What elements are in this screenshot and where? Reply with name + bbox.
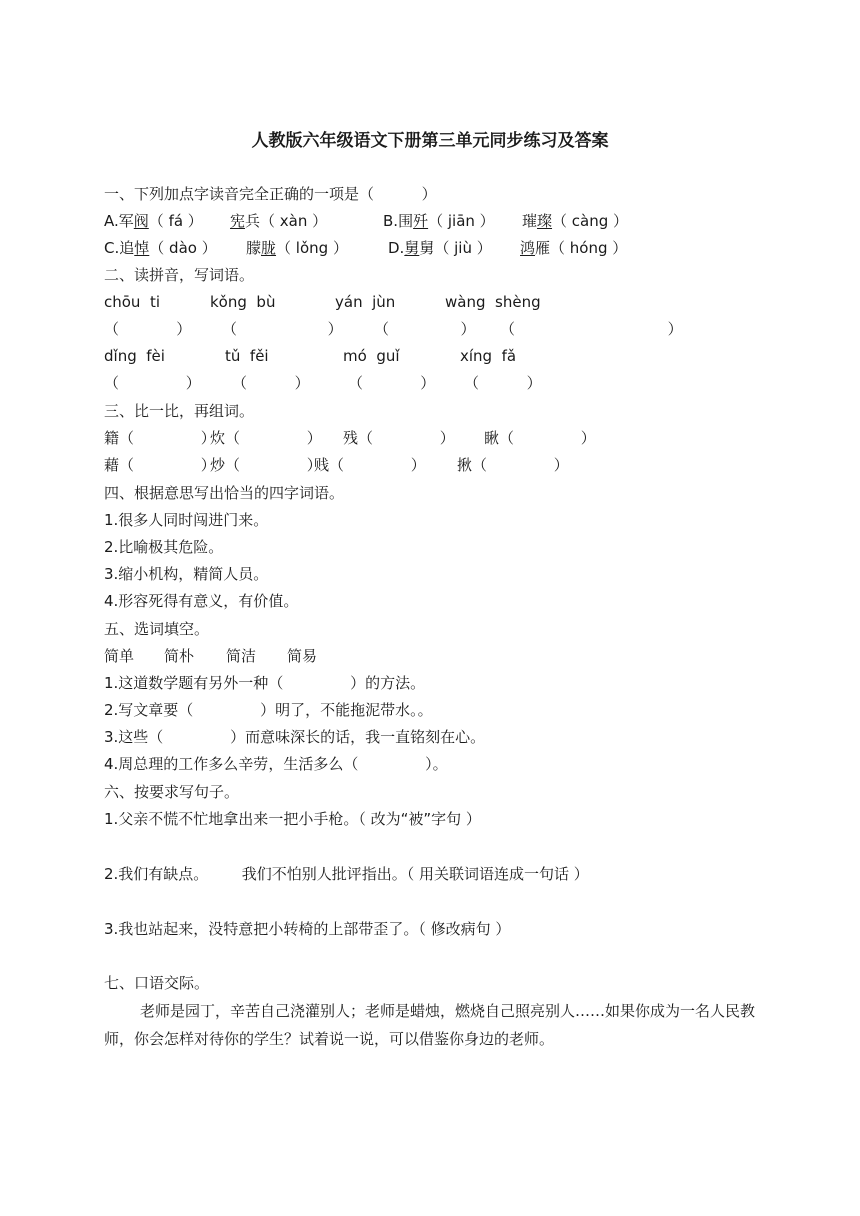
q4-item-3: 3.缩小机构，精简人员。 bbox=[104, 565, 269, 583]
q3-item-1[interactable]: 籍（ ） bbox=[104, 429, 216, 447]
q1-c2-dotted: 胧 bbox=[261, 239, 277, 257]
q3-item-2[interactable]: 炊（ ） bbox=[210, 429, 322, 447]
q2-pinyin-2: kǒng bù bbox=[210, 293, 276, 311]
q5-item-1[interactable]: 1.这道数学题有另外一种（ ）的方法。 bbox=[104, 674, 426, 692]
q1-b1-pinyin: （ jiān ） bbox=[428, 212, 495, 230]
q1-c1-pre: 追 bbox=[119, 239, 135, 257]
q1-option-b-1 bbox=[383, 211, 495, 231]
q7-paragraph: 老师是园丁，辛苦自己浇灌别人；老师是蜡烛，燃烧自己照亮别人……如果你成为一名人民教师，你会怎样对待你的学生？试着说一说，可以借鉴你身边的老师。 bbox=[104, 1002, 756, 1048]
q1-c1-dotted: 悼 bbox=[134, 239, 150, 257]
q1-c2-pinyin: （ lǒng ） bbox=[276, 239, 348, 257]
q5-item-4[interactable]: 4.周总理的工作多么辛劳，生活多么（ ）。 bbox=[104, 755, 448, 773]
q1-b1-dotted: 歼 bbox=[413, 212, 429, 230]
q1-option-a-1 bbox=[104, 211, 203, 231]
q1-option-d-2 bbox=[520, 238, 627, 258]
q2-pinyin-3: yán jùn bbox=[335, 293, 396, 311]
q1-option-b-2 bbox=[522, 211, 628, 231]
q1-option-a-2 bbox=[230, 211, 327, 231]
q1-b2-dotted: 璨 bbox=[537, 212, 553, 230]
q2-blank-8[interactable]: （ ） bbox=[464, 374, 542, 392]
q2-pinyin-6: tǔ fěi bbox=[225, 347, 269, 365]
q1-d-label: D. bbox=[388, 239, 405, 257]
q6-heading: 六、按要求写句子。 bbox=[104, 783, 240, 801]
q2-pinyin-5: dǐng fèi bbox=[104, 347, 165, 365]
q2-pinyin-7: mó guǐ bbox=[343, 347, 400, 365]
q1-a1-dotted: 阀 bbox=[133, 212, 149, 230]
q1-c-label: C. bbox=[104, 239, 120, 257]
q5-heading: 五、选词填空。 bbox=[104, 620, 210, 638]
q5-option-1: 简单 bbox=[104, 647, 135, 665]
q2-blank-6[interactable]: （ ） bbox=[232, 374, 310, 392]
q1-d2-dotted: 鸿 bbox=[520, 239, 536, 257]
q3-item-4[interactable]: 瞅（ ） bbox=[484, 429, 596, 447]
q1-b1-pre: 围 bbox=[398, 212, 414, 230]
q1-c2-pre: 朦 bbox=[246, 239, 262, 257]
q5-option-3: 简洁 bbox=[226, 647, 257, 665]
q1-b-label: B. bbox=[383, 212, 399, 230]
q1-a2-post: 兵（ xàn ） bbox=[245, 212, 328, 230]
q6-item-2: 2.我们有缺点。 我们不怕别人批评指出。（ 用关联词语连成一句话 ） bbox=[104, 865, 589, 883]
q3-item-6[interactable]: 炒（ ） bbox=[210, 456, 322, 474]
q1-a1-pinyin: （ fá ） bbox=[148, 212, 203, 230]
q2-blank-2[interactable]: （ ） bbox=[222, 320, 343, 338]
q2-blank-1[interactable]: （ ） bbox=[104, 320, 192, 338]
q5-option-2: 简朴 bbox=[164, 647, 195, 665]
q1-a-label: A. bbox=[104, 212, 119, 230]
q1-b2-pre: 璀 bbox=[522, 212, 538, 230]
q2-pinyin-1: chōu ti bbox=[104, 293, 161, 311]
q3-item-5[interactable]: 藉（ ） bbox=[104, 456, 216, 474]
q1-option-c-1 bbox=[104, 238, 217, 258]
q1-option-c-2 bbox=[246, 238, 348, 258]
q2-blank-5[interactable]: （ ） bbox=[104, 374, 201, 392]
q4-heading: 四、根据意思写出恰当的四字词语。 bbox=[104, 484, 345, 502]
q6-item-1: 1.父亲不慌不忙地拿出来一把小手枪。（ 改为“被”字句 ） bbox=[104, 810, 481, 828]
q1-c1-pinyin: （ dào ） bbox=[149, 239, 217, 257]
q4-item-2: 2.比喻极其危险。 bbox=[104, 538, 224, 556]
q2-pinyin-4: wàng shèng bbox=[445, 293, 541, 311]
q1-a1-pre: 军 bbox=[118, 212, 134, 230]
q2-pinyin-8: xíng fǎ bbox=[460, 347, 517, 365]
document-title: 人教版六年级语文下册第三单元同步练习及答案 bbox=[251, 131, 609, 151]
q1-a2-dotted: 宪 bbox=[230, 212, 246, 230]
q6-item-3: 3.我也站起来，没特意把小转椅的上部带歪了。（ 修改病句 ） bbox=[104, 920, 511, 938]
q1-d1-dotted: 舅 bbox=[404, 239, 420, 257]
q1-d1-post: 舅（ jiù ） bbox=[419, 239, 492, 257]
q5-option-4: 简易 bbox=[287, 647, 318, 665]
q1-heading: 一、下列加点字读音完全正确的一项是（ ） bbox=[104, 185, 437, 203]
q3-heading: 三、比一比，再组词。 bbox=[104, 402, 255, 420]
q2-blank-3[interactable]: （ ） bbox=[374, 320, 476, 338]
q5-item-3[interactable]: 3.这些（ ）而意味深长的话，我一直铭刻在心。 bbox=[104, 728, 486, 746]
q4-item-1: 1.很多人同时闯进门来。 bbox=[104, 511, 269, 529]
q7-heading: 七、口语交际。 bbox=[104, 974, 210, 992]
q3-item-3[interactable]: 残（ ） bbox=[343, 429, 455, 447]
q2-heading: 二、读拼音，写词语。 bbox=[104, 266, 255, 284]
q3-item-7[interactable]: 贱（ ） bbox=[314, 456, 426, 474]
q4-item-4: 4.形容死得有意义，有价值。 bbox=[104, 592, 299, 610]
q1-d2-post: 雁（ hóng ） bbox=[535, 239, 628, 257]
q3-item-8[interactable]: 揪（ ） bbox=[457, 456, 569, 474]
q2-blank-4[interactable]: （ ） bbox=[500, 320, 683, 338]
q1-b2-pinyin: （ càng ） bbox=[552, 212, 629, 230]
q5-item-2[interactable]: 2.写文章要（ ）明了，不能拖泥带水。。 bbox=[104, 701, 433, 719]
q2-blank-7[interactable]: （ ） bbox=[348, 374, 436, 392]
q1-option-d-1 bbox=[388, 238, 492, 258]
